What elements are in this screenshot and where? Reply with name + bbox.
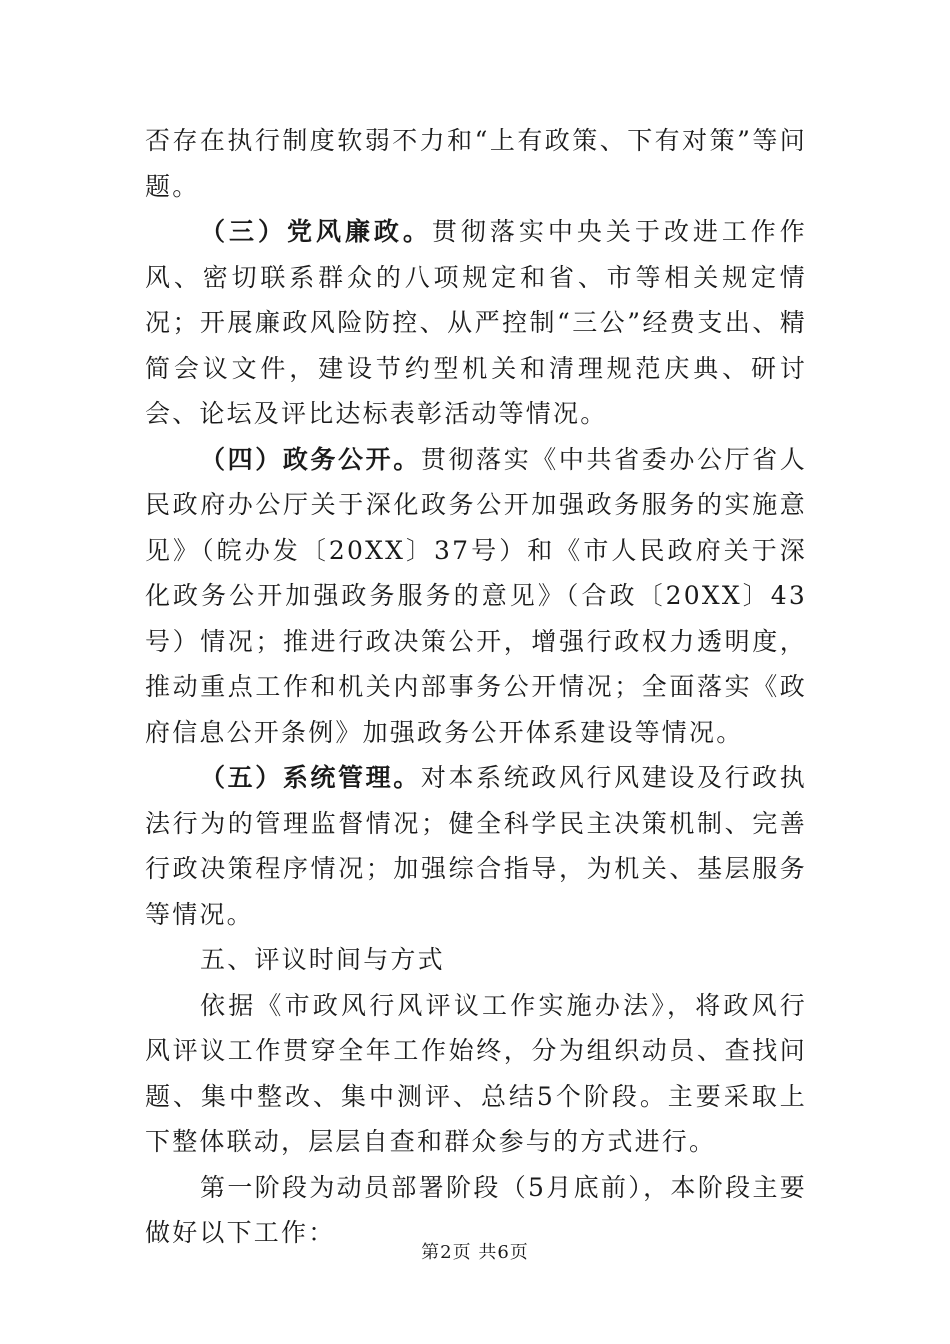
paragraph-stage-one: 第一阶段为动员部署阶段（5月底前），本阶段主要做好以下工作： xyxy=(145,1172,807,1247)
document-body xyxy=(145,118,807,1256)
section-heading: 五、评议时间与方式 xyxy=(200,945,445,974)
paragraph-lead: （三）党风廉政。 xyxy=(200,217,432,246)
page-number-footer: 第2页 共6页 xyxy=(421,1242,529,1263)
paragraph-continuation: 否存在执行制度软弱不力和“上有政策、下有对策”等问题。 xyxy=(145,126,807,201)
paragraph-government-affairs: （四）政务公开。贯彻落实《中共省委办公厅省人民政府办公厅关于深化政务公开加强政务服务的实施意见》（皖办发〔20XX〕37号）和《市人民政府关于深化政务公开加强政务服务的意见》（合政〔20XX〕43号）情况；推进行政决策公开，增强行政权力透明度，推动重点工作和机关内部事务公开情况；全面落实《政府信息公开条例》加强政务公开体系建设等情况。 xyxy=(145,444,807,747)
paragraph-party-integrity: （三）党风廉政。贯彻落实中央关于改进工作作风、密切联系群众的八项规定和省、市等相关规定情况；开展廉政风险防控、从严控制“三公”经费支出、精简会议文件，建设节约型机关和清理规范庆典、研讨会、论坛及评比达标表彰活动等情况。 xyxy=(145,217,807,428)
paragraph-review-method: 依据《市政风行风评议工作实施办法》，将政风行风评议工作贯穿全年工作始终，分为组织动员、查找问题、集中整改、集中测评、总结5个阶段。主要采取上下整体联动，层层自查和群众参与的方式进行。 xyxy=(145,990,807,1156)
paragraph-lead: （五）系统管理。 xyxy=(200,763,421,792)
paragraph-lead: （四）政务公开。 xyxy=(200,444,421,474)
paragraph-system-management: （五）系统管理。对本系统政风行风建设及行政执法行为的管理监督情况；健全科学民主决策机制、完善行政决策程序情况；加强综合指导，为机关、基层服务等情况。 xyxy=(145,763,807,929)
